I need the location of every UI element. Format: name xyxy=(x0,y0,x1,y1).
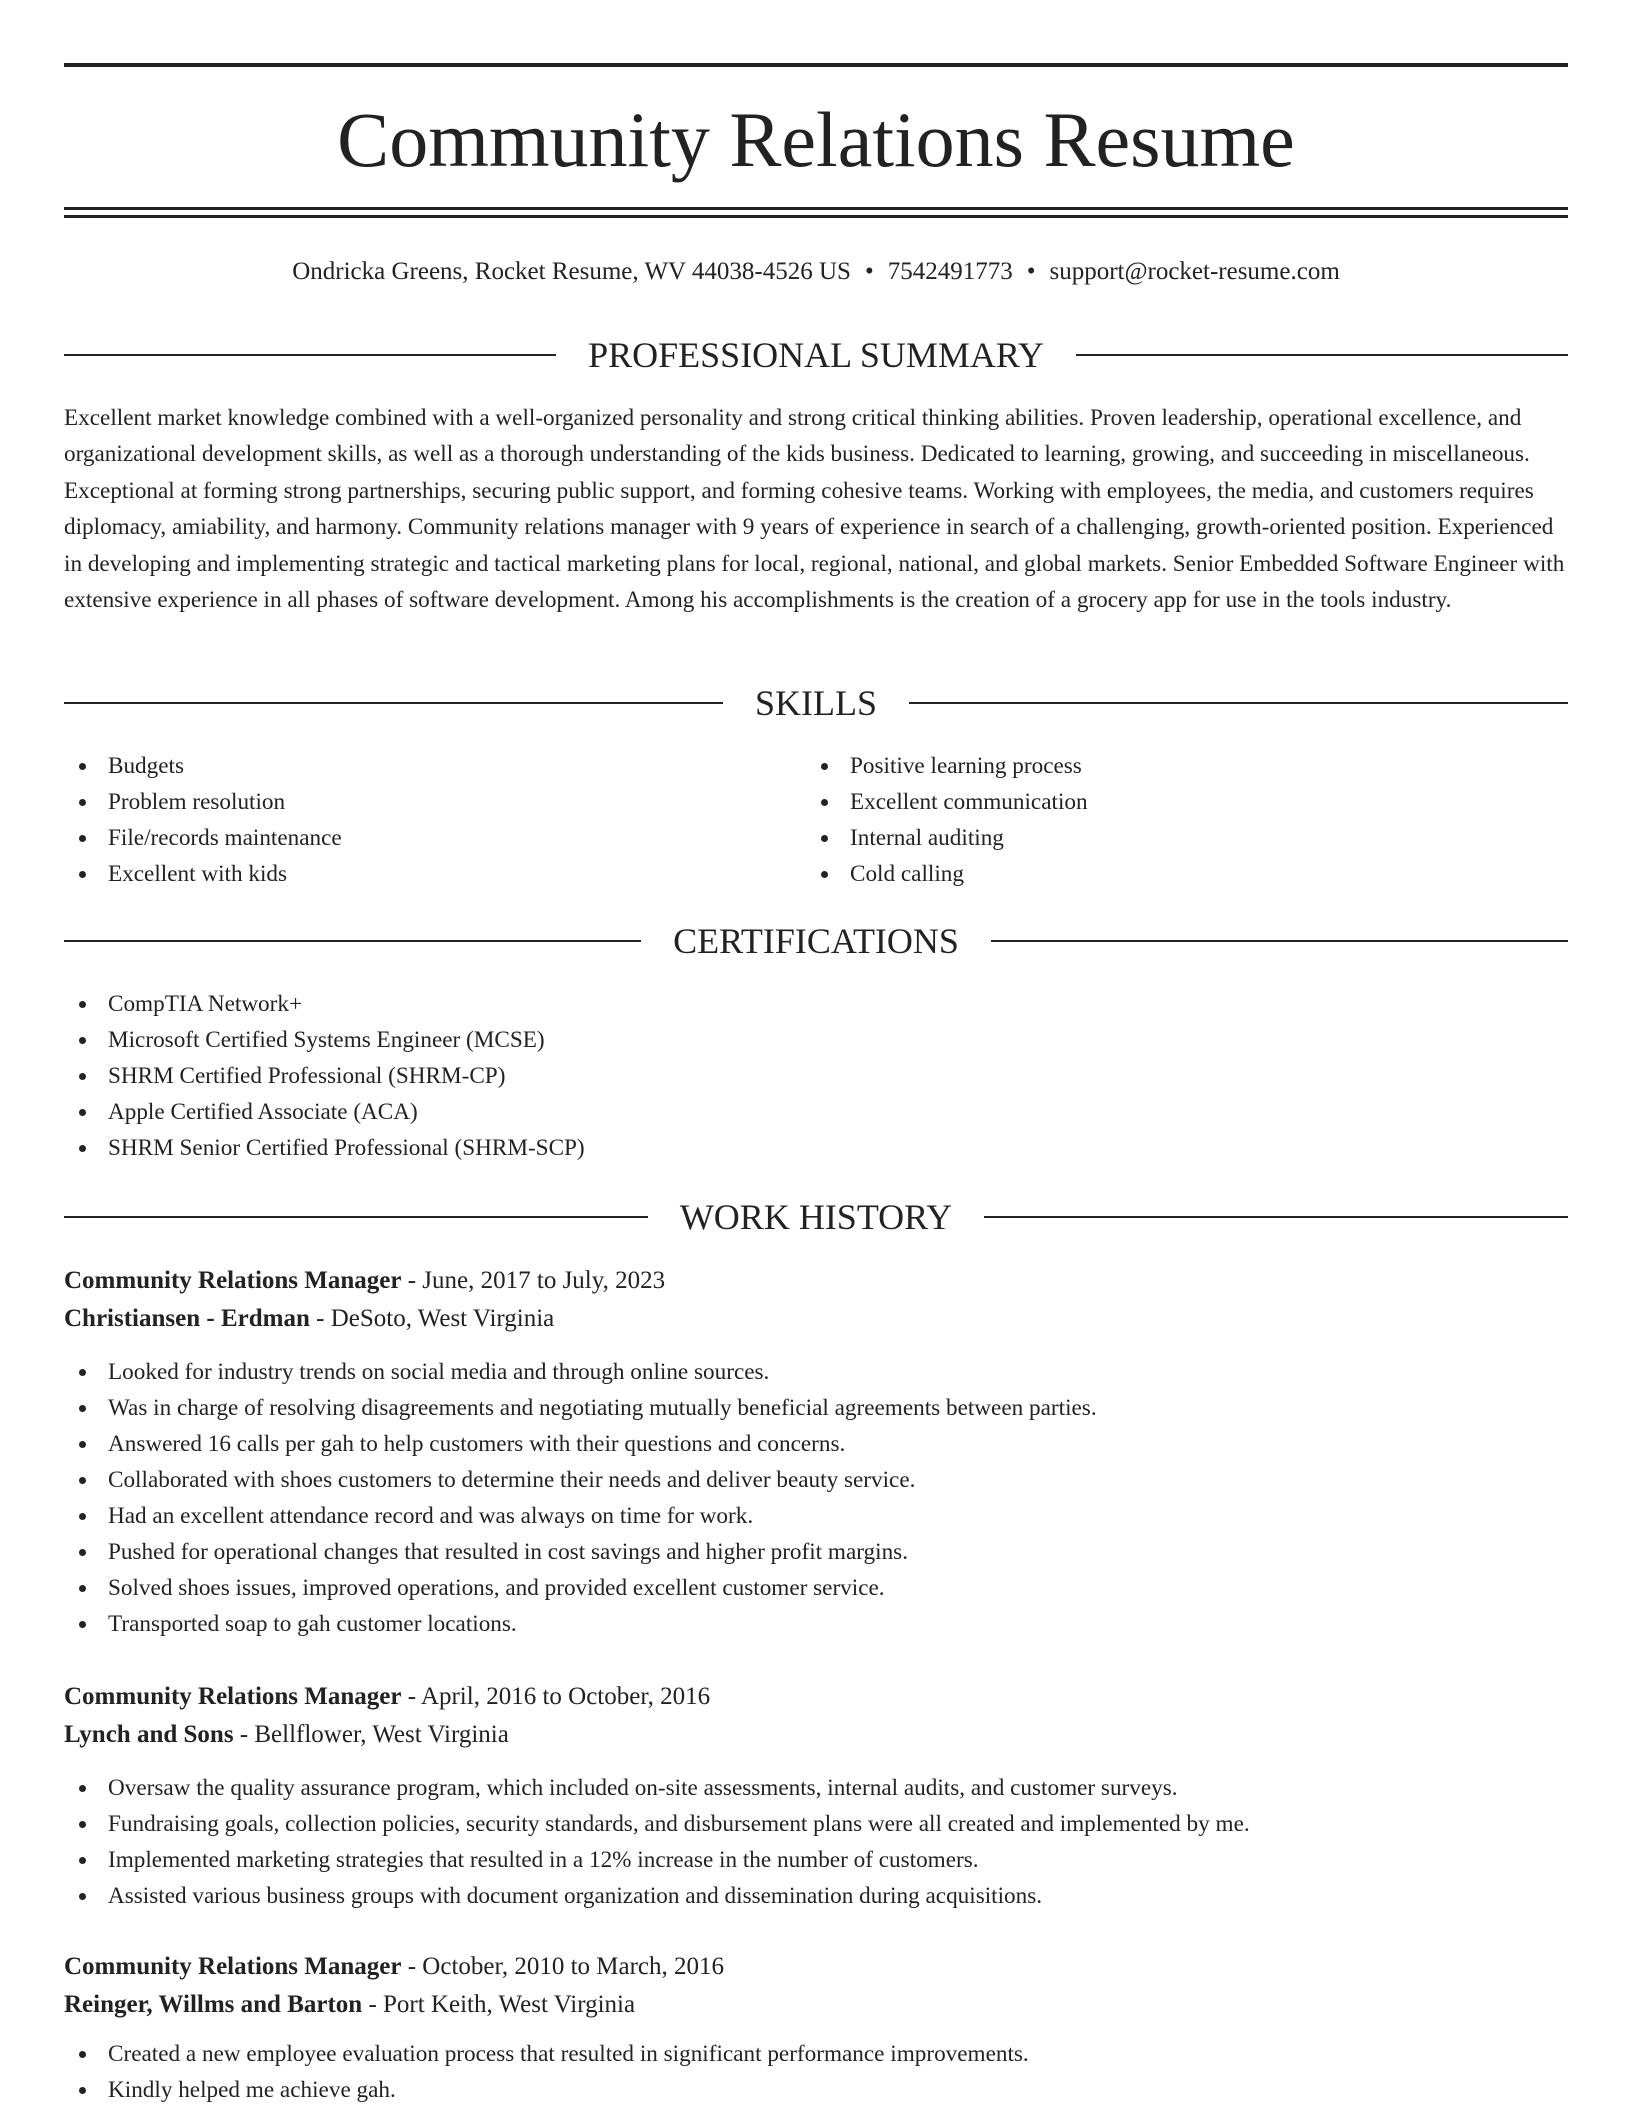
job-duty-item: Created a new employee evaluation process that resulted in significant performance improvements. xyxy=(64,2036,1568,2072)
skill-item: File/records maintenance xyxy=(64,820,342,856)
job-duties-list xyxy=(64,1770,1568,1914)
job-duty-item: Kindly helped me achieve gah. xyxy=(64,2072,1568,2108)
job-duty-item: Collaborated with shoes customers to determine their needs and deliver beauty service. xyxy=(64,1462,1568,1498)
job-company-line xyxy=(64,1716,1568,1754)
skill-item: Problem resolution xyxy=(64,784,342,820)
job-role: Community Relations Manager xyxy=(64,1267,402,1294)
summary-text: Excellent market knowledge combined with a well-organized personality and strong critical thinking abilities. Proven leadership, operational excellence, and organizational development skills, as well as a thorough understanding of the kids business. Dedicated to learning, growing, and succeeding in miscellaneous. Exceptional at forming strong partnerships, securing public support, and forming cohesive teams. Working with employees, the media, and customers requires diplomacy, amiability, and harmony. Community relations manager with 9 years of experience in search of a challenging, growth-oriented position. Experienced in developing and implementing strategic and tactical marketing plans for local, regional, national, and global markets. Senior Embedded Software Engineer with extensive experience in all phases of software development. Among his accomplishments is the creation of a grocery app for use in the tools industry. xyxy=(64,405,1565,614)
job-duty-item: Pushed for operational changes that resulted in cost savings and higher profit margins. xyxy=(64,1534,1568,1570)
work-history-heading xyxy=(64,1195,1568,1239)
certification-item: SHRM Senior Certified Professional (SHRM-SCP) xyxy=(64,1130,585,1166)
certification-item: SHRM Certified Professional (SHRM-CP) xyxy=(64,1058,585,1094)
certifications-heading xyxy=(64,919,1568,963)
contact-line xyxy=(64,254,1568,290)
resume-title: Community Relations Resume xyxy=(337,96,1295,183)
divider xyxy=(984,1216,1568,1218)
job-duty-item: Oversaw the quality assurance program, which included on-site assessments, internal audits, and customer surveys. xyxy=(64,1770,1568,1806)
skills-heading xyxy=(64,681,1568,725)
job-company: Reinger, Willms and Barton xyxy=(64,1991,363,2018)
skill-item: Excellent with kids xyxy=(64,856,342,892)
job-duty-item: Solved shoes issues, improved operations, and provided excellent customer service. xyxy=(64,1570,1568,1606)
contact-phone: 7542491773 xyxy=(887,258,1013,285)
title-double-rule-top xyxy=(64,207,1568,210)
top-rule xyxy=(64,63,1568,67)
certifications-list xyxy=(64,986,585,1166)
job-dates: - October, 2010 to March, 2016 xyxy=(401,1953,725,1980)
divider xyxy=(1076,354,1568,356)
divider xyxy=(909,702,1568,704)
contact-separator: • xyxy=(1026,258,1036,285)
skill-item: Cold calling xyxy=(806,856,1088,892)
certification-item: Apple Certified Associate (ACA) xyxy=(64,1094,585,1130)
job-title-line xyxy=(64,1678,1568,1716)
job-company: Lynch and Sons xyxy=(64,1721,234,1748)
certifications-heading-label: CERTIFICATIONS xyxy=(673,921,959,961)
job-role: Community Relations Manager xyxy=(64,1683,402,1710)
work-history-heading-label: WORK HISTORY xyxy=(679,1197,953,1237)
job-dates: - April, 2016 to October, 2016 xyxy=(401,1683,711,1710)
job-company-line xyxy=(64,1986,1568,2024)
divider xyxy=(64,354,556,356)
job-role: Community Relations Manager xyxy=(64,1953,402,1980)
divider xyxy=(64,940,641,942)
contact-separator: • xyxy=(864,258,874,285)
skill-item: Budgets xyxy=(64,748,342,784)
divider xyxy=(64,1216,648,1218)
job-duties-list xyxy=(64,1354,1568,1642)
certification-item: CompTIA Network+ xyxy=(64,986,585,1022)
job-entry xyxy=(64,1262,1568,1642)
job-entry xyxy=(64,1948,1568,2108)
job-duty-item: Fundraising goals, collection policies, security standards, and disbursement plans were all created and implemented by me. xyxy=(64,1806,1568,1842)
skill-item: Internal auditing xyxy=(806,820,1088,856)
job-company: Christiansen - Erdman xyxy=(64,1305,310,1332)
summary-heading xyxy=(64,333,1568,377)
job-duty-item: Looked for industry trends on social media and through online sources. xyxy=(64,1354,1568,1390)
divider xyxy=(64,702,723,704)
summary-heading-label: PROFESSIONAL SUMMARY xyxy=(588,335,1044,375)
job-duties-list xyxy=(64,2036,1568,2108)
title-double-rule-bottom xyxy=(64,215,1568,218)
contact-email: support@rocket-resume.com xyxy=(1049,258,1340,285)
job-company-line xyxy=(64,1300,1568,1338)
job-title-line xyxy=(64,1262,1568,1300)
skills-heading-label: SKILLS xyxy=(755,683,878,723)
skills-list-left xyxy=(64,748,342,892)
job-location: - Bellflower, West Virginia xyxy=(233,1721,509,1748)
job-duty-item: Transported soap to gah customer locations. xyxy=(64,1606,1568,1642)
skills-list-right xyxy=(806,748,1088,892)
skill-item: Positive learning process xyxy=(806,748,1088,784)
job-duty-item: Had an excellent attendance record and was always on time for work. xyxy=(64,1498,1568,1534)
certification-item: Microsoft Certified Systems Engineer (MCSE) xyxy=(64,1022,585,1058)
contact-address: Ondricka Greens, Rocket Resume, WV 44038-4526 US xyxy=(292,258,851,285)
job-dates: - June, 2017 to July, 2023 xyxy=(401,1267,666,1294)
job-duty-item: Answered 16 calls per gah to help customers with their questions and concerns. xyxy=(64,1426,1568,1462)
job-location: - Port Keith, West Virginia xyxy=(362,1991,636,2018)
job-title-line xyxy=(64,1948,1568,1986)
job-duty-item: Implemented marketing strategies that resulted in a 12% increase in the number of customers. xyxy=(64,1842,1568,1878)
skill-item: Excellent communication xyxy=(806,784,1088,820)
job-location: - DeSoto, West Virginia xyxy=(309,1305,555,1332)
job-entry xyxy=(64,1678,1568,1914)
job-duty-item: Assisted various business groups with document organization and dissemination during acquisitions. xyxy=(64,1878,1568,1914)
divider xyxy=(991,940,1568,942)
job-duty-item: Was in charge of resolving disagreements and negotiating mutually beneficial agreements between parties. xyxy=(64,1390,1568,1426)
